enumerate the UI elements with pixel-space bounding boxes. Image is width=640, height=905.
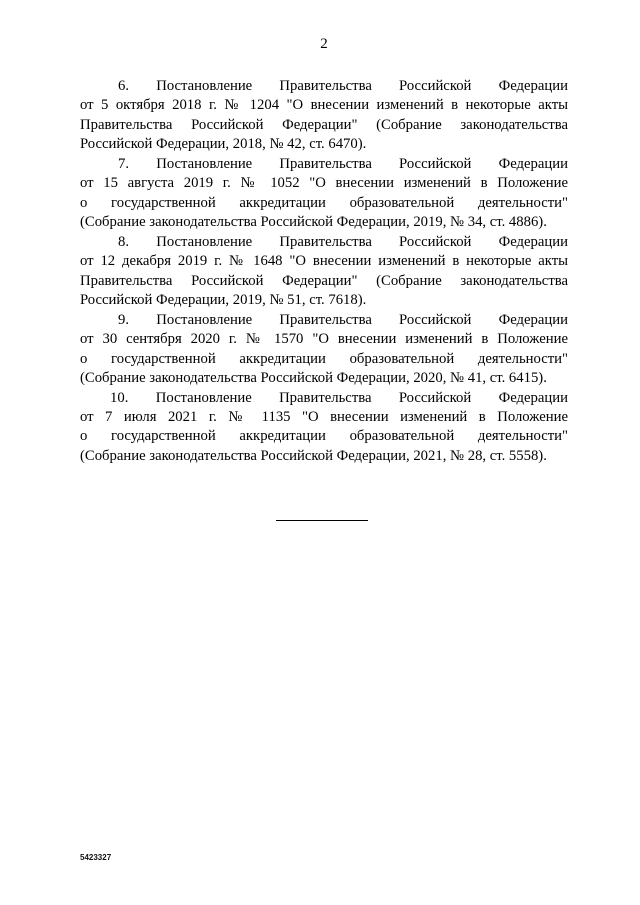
text-line: Правительства Российской Федерации" (Собрание законодательства bbox=[80, 116, 568, 133]
reference-list bbox=[80, 77, 568, 466]
text-line: от 7 июля 2021 г. № 1135 "О внесении изменений в Положение bbox=[80, 408, 568, 425]
reference-item-10 bbox=[80, 389, 568, 467]
text-line: (Собрание законодательства Российской Федерации, 2020, № 41, ст. 6415). bbox=[80, 370, 547, 387]
text-line: 10. Постановление Правительства Российской Федерации bbox=[110, 389, 568, 406]
text-line: (Собрание законодательства Российской Федерации, 2021, № 28, ст. 5558). bbox=[80, 447, 547, 464]
text-line: Правительства Российской Федерации" (Собрание законодательства bbox=[80, 272, 568, 289]
page-number: 2 bbox=[320, 36, 328, 52]
text-line: Российской Федерации, 2018, № 42, ст. 6470). bbox=[80, 136, 367, 153]
text-line: о государственной аккредитации образовательной деятельности" bbox=[80, 350, 568, 367]
text-line: от 5 октября 2018 г. № 1204 "О внесении изменений в некоторые акты bbox=[80, 97, 568, 114]
end-divider bbox=[276, 520, 368, 521]
text-line: о государственной аккредитации образовательной деятельности" bbox=[80, 428, 568, 445]
reference-item-9 bbox=[80, 311, 568, 389]
text-line: 6. Постановление Правительства Российской Федерации bbox=[118, 78, 568, 94]
reference-item-6 bbox=[80, 77, 568, 155]
text-line: 9. Постановление Правительства Российской Федерации bbox=[118, 311, 568, 328]
reference-item-7 bbox=[80, 155, 568, 233]
document-code: 5423327 bbox=[80, 853, 112, 862]
text-line: 7. Постановление Правительства Российской Федерации bbox=[118, 155, 568, 172]
reference-item-8 bbox=[80, 233, 568, 311]
text-line: от 12 декабря 2019 г. № 1648 "О внесении изменений в некоторые акты bbox=[80, 253, 568, 270]
text-line: от 15 августа 2019 г. № 1052 "О внесении изменений в Положение bbox=[80, 175, 568, 192]
text-line: Российской Федерации, 2019, № 51, ст. 7618). bbox=[80, 292, 367, 309]
text-line: о государственной аккредитации образовательной деятельности" bbox=[80, 194, 568, 211]
text-line: от 30 сентября 2020 г. № 1570 "О внесении изменений в Положение bbox=[80, 331, 568, 348]
text-line: 8. Постановление Правительства Российской Федерации bbox=[118, 233, 568, 250]
text-line: (Собрание законодательства Российской Федерации, 2019, № 34, ст. 4886). bbox=[80, 214, 547, 231]
